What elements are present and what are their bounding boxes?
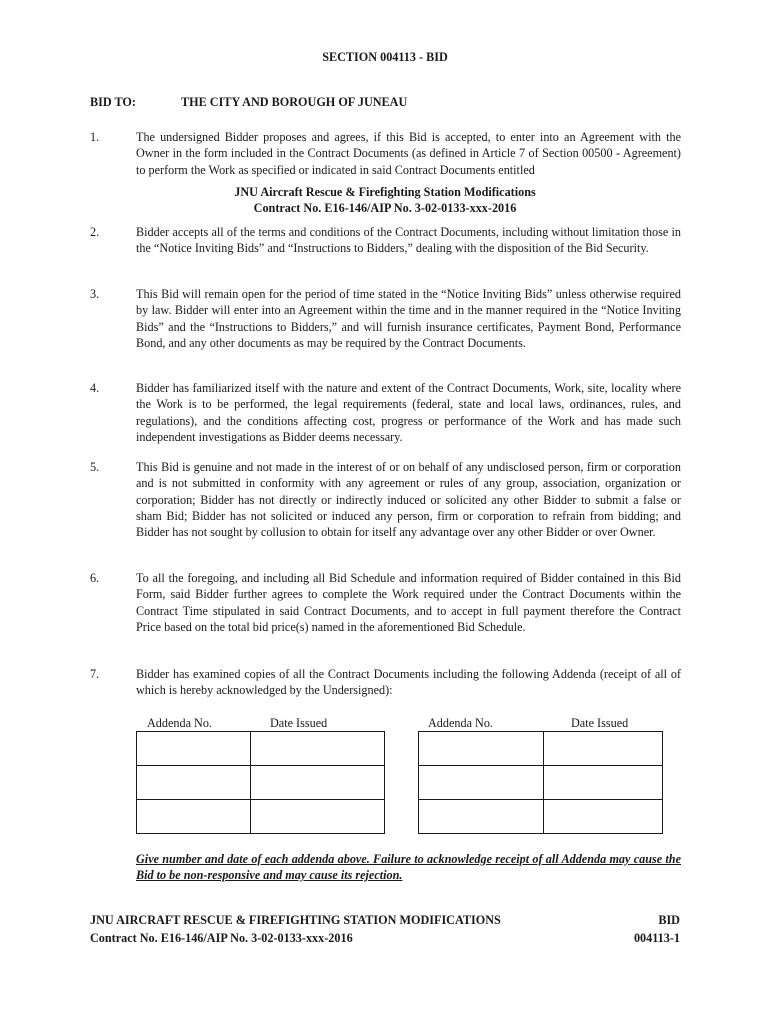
addenda-table-right (418, 731, 663, 834)
item-text: Bidder accepts all of the terms and conditions of the Contract Documents, including without limitation those in the “Notice Inviting Bids” and “Instructions to Bidders,” dealing with the disposition of the Bid Security. (136, 225, 681, 256)
date-issued-cell[interactable] (251, 732, 385, 766)
addenda-no-header-right: Addenda No. (428, 716, 493, 730)
project-heading (0, 184, 770, 217)
footer-contract-number: Contract No. E16-146/AIP No. 3-02-0133-xxx-2016 (90, 931, 353, 945)
item-number: 1. (90, 130, 100, 144)
section-title: SECTION 004113 - BID (322, 50, 448, 64)
addenda-no-cell[interactable] (137, 766, 251, 800)
date-issued-cell[interactable] (251, 766, 385, 800)
table-row (419, 766, 663, 800)
item-text: This Bid is genuine and not made in the interest of or on behalf of any undisclosed person, firm or corporation and is not submitted in conformity with any agreement or rules of any group, association, organization or corporation; Bidder has not directly or indirectly induced or solicited any other Bidder to submit a false or sham Bid; Bidder has not solicited or induced any person, firm or corporation to refrain from bidding; and Bidder has not sought by collusion to obtain for itself any advantage over any other Bidder or over Owner. (136, 460, 681, 540)
bid-to-value: THE CITY AND BOROUGH OF JUNEAU (181, 95, 408, 109)
footer-page-number: 004113-1 (633, 931, 680, 945)
item-text: This Bid will remain open for the period of time stated in the “Notice Inviting Bids” unless otherwise required by law. Bidder will enter into an Agreement within the time and in the manner required in the “Notice Inviting Bids” and the “Instructions to Bidders,” and will furnish insurance certificates, Payment Bond, Performance Bond, and any other documents as may be required by the Contract Documents. (136, 287, 681, 350)
date-issued-cell[interactable] (544, 766, 663, 800)
date-issued-header-right: Date Issued (571, 716, 629, 730)
addenda-notice: Give number and date of each addenda above. Failure to acknowledge receipt of all Addenda may cause the Bid to be non-responsive and may cause its rejection. (136, 852, 681, 883)
date-issued-cell[interactable] (544, 732, 663, 766)
item-text: To all the foregoing, and including all Bid Schedule and information required of Bidder contained in this Bid Form, said Bidder further agrees to complete the Work required under the Contract Documents within the Contract Time stipulated in said Contract Documents, and to accept in full payment therefore the Contract Price based on the total bid price(s) named in the aforementioned Bid Schedule. (136, 571, 681, 634)
footer-project-title: JNU AIRCRAFT RESCUE & FIREFIGHTING STATION MODIFICATIONS (90, 913, 501, 927)
project-contract: Contract No. E16-146/AIP No. 3-02-0133-xxx-2016 (253, 201, 517, 216)
table-row (137, 732, 385, 766)
addenda-no-cell[interactable] (419, 766, 544, 800)
item-number: 7. (90, 667, 100, 681)
addenda-no-cell[interactable] (419, 800, 544, 834)
addenda-table-left (136, 731, 385, 834)
item-text: The undersigned Bidder proposes and agrees, if this Bid is accepted, to enter into an Agreement with the Owner in the form included in the Contract Documents (as defined in Article 7 of Section 00500 - Agreement) to perform the Work as specified or indicated in said Contract Documents entitled (136, 130, 681, 177)
date-issued-cell[interactable] (251, 800, 385, 834)
item-text: Bidder has familiarized itself with the nature and extent of the Contract Documents, Work, site, locality where the Work is to be performed, the legal requirements (federal, state and local laws, ordinances, rules, and regulations), and the conditions affecting cost, progress or performance of the Work and has made such independent investigations as Bidder deems necessary. (136, 381, 681, 444)
item-number: 5. (90, 460, 100, 474)
addenda-no-header-left: Addenda No. (147, 716, 212, 730)
item-number: 4. (90, 381, 100, 395)
addenda-no-cell[interactable] (137, 732, 251, 766)
item-number: 3. (90, 287, 100, 301)
table-row (419, 800, 663, 834)
table-row (419, 732, 663, 766)
footer-section-name: BID (658, 913, 680, 927)
addenda-no-cell[interactable] (137, 800, 251, 834)
item-text: Bidder has examined copies of all the Contract Documents including the following Addenda (receipt of all of which is hereby acknowledged by the Undersigned): (136, 667, 681, 698)
date-issued-header-left: Date Issued (270, 716, 328, 730)
bid-to-label: BID TO: (90, 95, 136, 109)
project-title: JNU Aircraft Rescue & Firefighting Station Modifications (234, 185, 536, 199)
table-row (137, 766, 385, 800)
item-number: 6. (90, 571, 100, 585)
item-number: 2. (90, 225, 100, 239)
table-row (137, 800, 385, 834)
date-issued-cell[interactable] (544, 800, 663, 834)
addenda-no-cell[interactable] (419, 732, 544, 766)
